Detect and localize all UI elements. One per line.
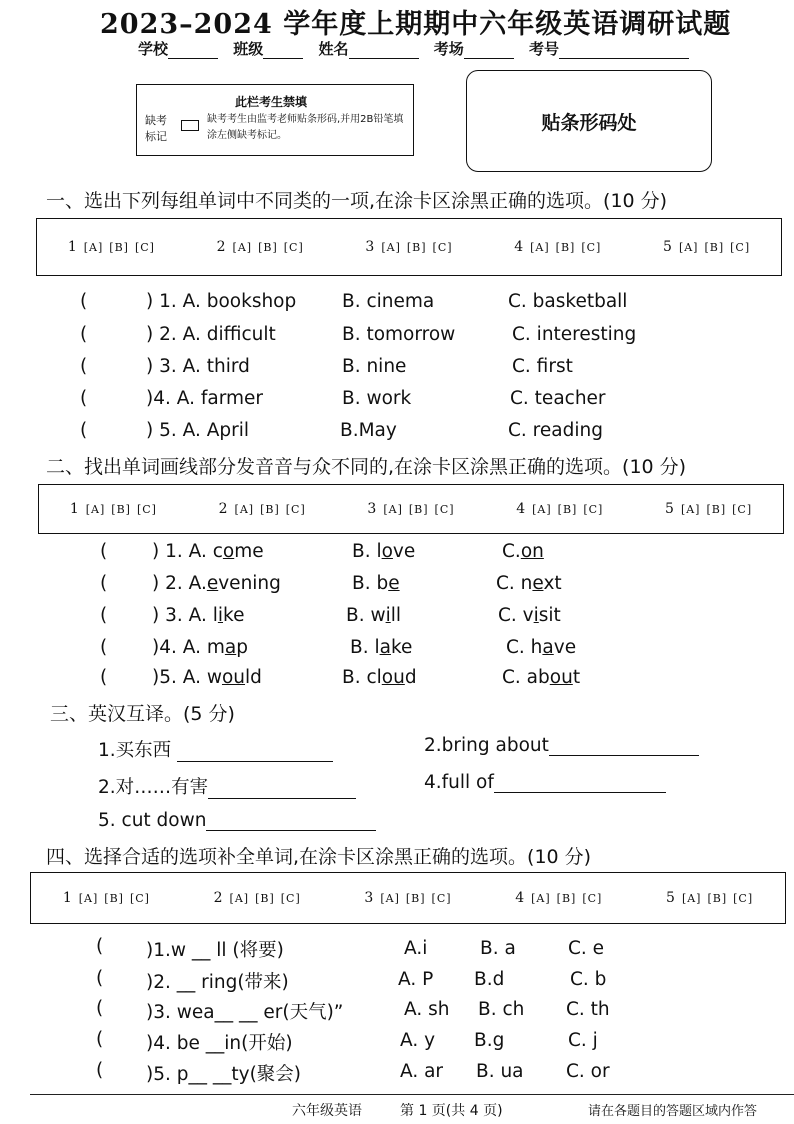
question-option-c: C. first xyxy=(512,356,573,377)
class-label: 班级 xyxy=(233,40,264,58)
exam-number-blank[interactable] xyxy=(559,58,689,59)
question-option-a: ) 1. A. come xyxy=(152,541,264,562)
answer-card-1 xyxy=(36,218,782,276)
footer-subject: 六年级英语 xyxy=(292,1103,362,1119)
question-option-a: A. P xyxy=(398,969,434,990)
question-option-a: ) 3. A. third xyxy=(146,356,250,377)
paren: ( xyxy=(100,541,108,562)
question-option-b: B. be xyxy=(352,573,400,594)
question-stem: )3. wea__ __ er(天气)” xyxy=(146,1002,344,1023)
section-2-heading: 二、找出单词画线部分发音音与众不同的,在涂卡区涂黑正确的选项。(10 分) xyxy=(46,456,687,478)
question-option-c: C.on xyxy=(502,541,544,562)
paren: ( xyxy=(100,667,108,688)
answer-blank[interactable] xyxy=(177,761,333,762)
question-option-c: C. teacher xyxy=(510,388,606,409)
answer-blank[interactable] xyxy=(208,798,356,799)
barcode-area: 贴条形码处 xyxy=(466,70,712,172)
answer-group[interactable]: 5 [A] [B] [C] xyxy=(665,501,753,517)
answer-card-4 xyxy=(30,872,786,924)
question-stem: )4. be __in(开始) xyxy=(146,1033,293,1054)
question-option-b: B. lake xyxy=(350,637,413,658)
answer-group[interactable]: 2 [A] [B] [C] xyxy=(213,890,301,906)
question-option-a: A. y xyxy=(400,1030,436,1051)
question-option-b: B. cloud xyxy=(342,667,417,688)
question-option-a: A. ar xyxy=(400,1061,444,1082)
question-option-c: C. basketball xyxy=(508,291,628,312)
question-option-a: )5. A. would xyxy=(152,667,262,688)
answer-group[interactable]: 3 [A] [B] [C] xyxy=(364,890,452,906)
paren: ( xyxy=(96,968,104,989)
room-label: 考场 xyxy=(433,40,464,58)
question-option-a: )4. A. map xyxy=(152,637,248,658)
question-option-c: C. th xyxy=(566,999,610,1020)
student-info-row xyxy=(138,38,699,59)
paren: ( xyxy=(96,1060,104,1081)
answer-blank[interactable] xyxy=(549,755,699,756)
absent-mark-checkbox[interactable] xyxy=(181,120,199,131)
exam-title: 2023–2024 学年度上期期中六年级英语调研试题 xyxy=(100,9,732,40)
absent-marker-box xyxy=(136,84,414,156)
question-option-c: C. j xyxy=(568,1030,598,1051)
question-option-b: B.May xyxy=(340,420,397,441)
question-option-b: B. ch xyxy=(478,999,525,1020)
name-label: 姓名 xyxy=(318,40,349,58)
answer-group[interactable]: 5 [A] [B] [C] xyxy=(666,890,754,906)
question-option-c: C. about xyxy=(502,667,581,688)
question-option-b: B. will xyxy=(346,605,402,626)
question-option-a: ) 2. A.evening xyxy=(152,573,281,594)
question-option-c: C. have xyxy=(506,637,577,658)
absent-instructions: 缺考考生由监考老师贴条形码,并用2B铅笔填涂左侧缺考标记。 xyxy=(207,114,404,141)
translation-item: 4.full of xyxy=(424,772,666,793)
answer-blank[interactable] xyxy=(206,830,376,831)
question-option-a: A.i xyxy=(404,938,428,959)
room-blank[interactable] xyxy=(464,58,514,59)
answer-group[interactable]: 4 [A] [B] [C] xyxy=(515,890,603,906)
answer-group[interactable]: 4 [A] [B] [C] xyxy=(514,239,602,255)
question-option-a: ) 5. A. April xyxy=(146,420,250,441)
translation-item: 2.对……有害 xyxy=(98,773,356,799)
question-option-b: B.d xyxy=(474,969,505,990)
paren: ( xyxy=(100,605,108,626)
question-option-c: C. reading xyxy=(508,420,603,441)
name-blank[interactable] xyxy=(349,58,419,59)
footer-divider xyxy=(30,1094,794,1095)
answer-group[interactable]: 2 [A] [B] [C] xyxy=(218,501,306,517)
answer-group[interactable]: 3 [A] [B] [C] xyxy=(365,239,453,255)
answer-group[interactable]: 2 [A] [B] [C] xyxy=(216,239,304,255)
footer-page: 第 1 页(共 4 页) xyxy=(400,1103,503,1119)
question-stem: )2. __ ring(带来) xyxy=(146,972,289,993)
question-option-b: B. nine xyxy=(342,356,407,377)
translation-item: 1.买东西 xyxy=(98,736,333,762)
translation-item: 2.bring about xyxy=(424,735,699,756)
question-option-c: C. visit xyxy=(498,605,561,626)
section-3-heading: 三、英汉互译。(5 分) xyxy=(50,703,235,725)
paren: ( xyxy=(80,291,88,312)
answer-card-2 xyxy=(38,484,784,534)
question-option-c: C. b xyxy=(570,969,607,990)
question-option-b: B. cinema xyxy=(342,291,435,312)
question-option-b: B. tomorrow xyxy=(342,324,456,345)
question-option-c: C. interesting xyxy=(512,324,637,345)
absent-box-header: 此栏考生禁填 xyxy=(235,95,308,109)
answer-group[interactable]: 3 [A] [B] [C] xyxy=(367,501,455,517)
school-label: 学校 xyxy=(138,40,169,58)
paren: ( xyxy=(100,637,108,658)
question-option-a: ) 2. A. difficult xyxy=(146,324,276,345)
answer-blank[interactable] xyxy=(494,792,666,793)
section-1-heading: 一、选出下列每组单词中不同类的一项,在涂卡区涂黑正确的选项。(10 分) xyxy=(46,190,668,212)
question-option-c: C. e xyxy=(568,938,605,959)
paren: ( xyxy=(96,1029,104,1050)
paren: ( xyxy=(80,388,88,409)
translation-item: 5. cut down xyxy=(98,810,376,831)
answer-group[interactable]: 5 [A] [B] [C] xyxy=(663,239,751,255)
question-option-b: B.g xyxy=(474,1030,505,1051)
paren: ( xyxy=(80,324,88,345)
answer-group[interactable]: 1 [A] [B] [C] xyxy=(69,501,157,517)
question-option-a: ) 1. A. bookshop xyxy=(146,291,297,312)
question-option-a: ) 3. A. like xyxy=(152,605,245,626)
answer-group[interactable]: 1 [A] [B] [C] xyxy=(62,890,150,906)
question-option-c: C. next xyxy=(496,573,562,594)
paren: ( xyxy=(96,998,104,1019)
question-option-b: B. love xyxy=(352,541,416,562)
answer-group[interactable]: 1 [A] [B] [C] xyxy=(67,239,155,255)
question-stem: )1.w __ ll (将要) xyxy=(146,940,284,961)
footer-note: 请在各题目的答题区域内作答 xyxy=(588,1104,758,1119)
question-stem: )5. p__ __ty(聚会) xyxy=(146,1064,302,1085)
question-option-a: )4. A. farmer xyxy=(146,388,263,409)
paren: ( xyxy=(100,573,108,594)
paren: ( xyxy=(80,356,88,377)
question-option-b: B. work xyxy=(342,388,412,409)
absent-label: 缺考标记 xyxy=(145,114,167,143)
school-blank[interactable] xyxy=(168,58,218,59)
section-4-heading: 四、选择合适的选项补全单词,在涂卡区涂黑正确的选项。(10 分) xyxy=(46,846,592,868)
class-blank[interactable] xyxy=(263,58,303,59)
answer-group[interactable]: 4 [A] [B] [C] xyxy=(516,501,604,517)
question-option-b: B. a xyxy=(480,938,516,959)
question-option-a: A. sh xyxy=(404,999,450,1020)
exam-number-label: 考号 xyxy=(529,40,560,58)
paren: ( xyxy=(96,936,104,957)
question-option-b: B. ua xyxy=(476,1061,524,1082)
question-option-c: C. or xyxy=(566,1061,610,1082)
paren: ( xyxy=(80,420,88,441)
